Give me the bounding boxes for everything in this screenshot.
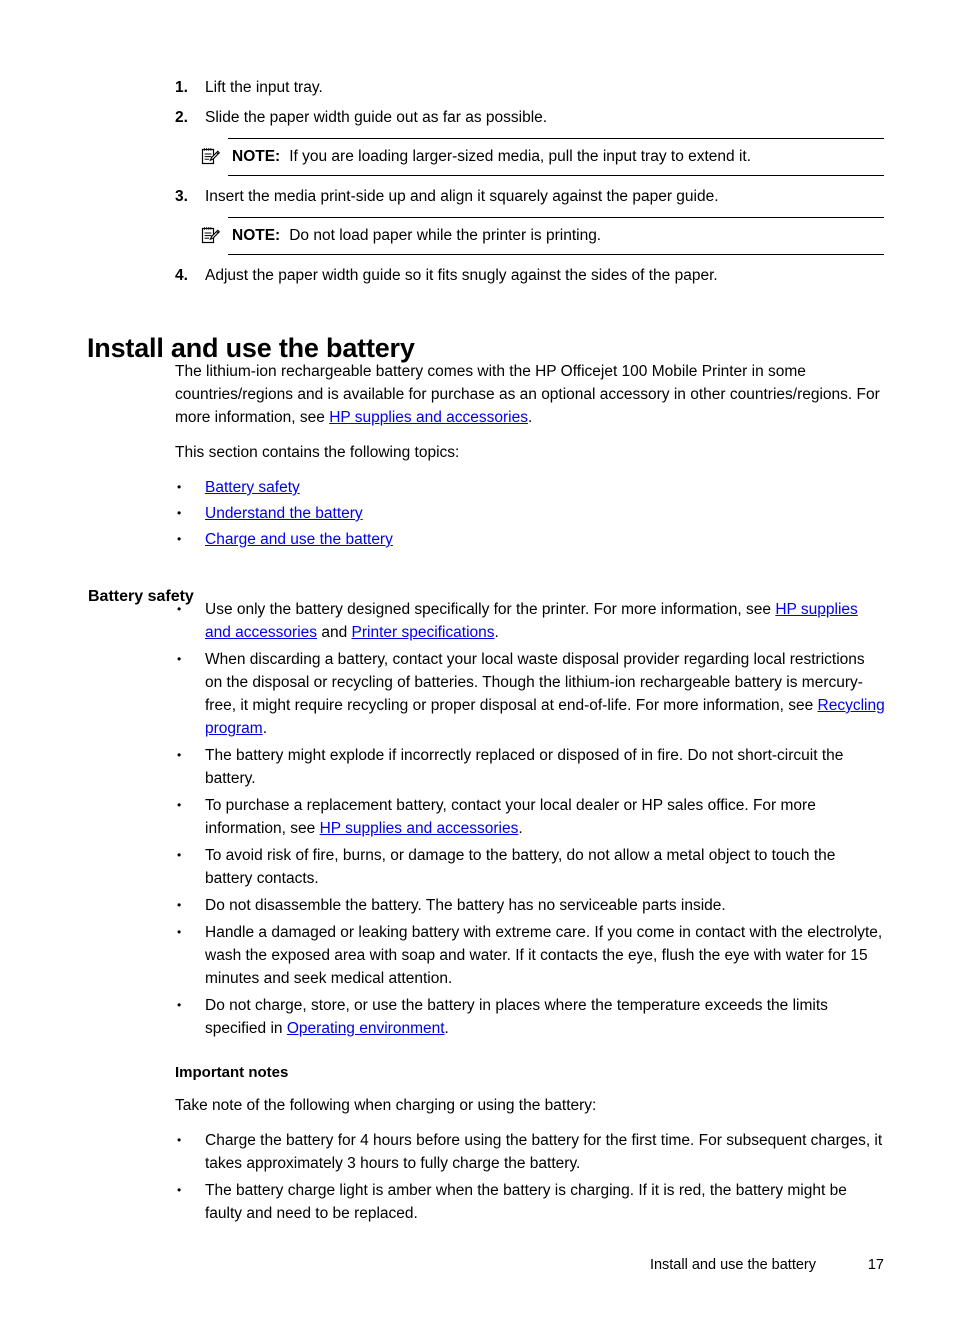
list-item-text: Do not disassemble the battery. The battery has no serviceable parts inside. [205,897,726,914]
step-text: Adjust the paper width guide so it fits snugly against the sides of the paper. [205,267,718,284]
link-understand-the-battery[interactable]: Understand the battery [205,505,363,522]
heading-battery-safety: Battery safety [88,588,194,606]
link-hp-supplies-and-accessories[interactable]: HP supplies and accessories [205,601,858,641]
note-callout [228,217,884,255]
step-number: 3. [175,188,188,205]
note-callout [228,138,884,176]
step-item [175,185,885,208]
list-item-text: Do not charge, store, or use the battery in places where the temperature exceeds the limits specified in [205,997,828,1037]
intro-text-after: . [527,409,533,426]
link-recycling-program[interactable]: Recycling program [205,697,885,737]
link-hp-supplies-and-accessories[interactable]: HP supplies and accessories [319,820,519,837]
step-text: Slide the paper width guide out as far as possible. [205,109,548,126]
list-item [175,921,885,990]
list-item [175,744,885,790]
list-item [175,894,885,917]
heading-important-notes: Important notes [175,1064,289,1081]
list-item-text: To purchase a replacement battery, contact your local dealer or HP sales office. For more information, see [205,797,816,837]
note-text: If you are loading larger-sized media, pull the input tray to extend it. [289,148,752,165]
list-item [175,794,885,840]
step-number: 4. [175,267,188,284]
link-printer-specifications[interactable]: Printer specifications [351,624,495,641]
list-item [175,994,885,1040]
list-item-text: . [262,720,268,737]
intro-paragraph [175,360,885,429]
important-notes-list [175,1129,885,1225]
step-item [175,106,885,129]
note-pad-pencil-icon [200,146,220,166]
list-item-text: The battery charge light is amber when the battery is charging. If it is red, the battery might be faulty and need to be replaced. [205,1182,847,1222]
note-label: NOTE: [232,148,281,165]
note-pad-pencil-icon [200,225,220,245]
page-footer [0,1257,884,1273]
link-charge-and-use-the-battery[interactable]: Charge and use the battery [205,531,393,548]
list-item [175,844,885,890]
list-item [175,648,885,740]
note-label: NOTE: [232,227,281,244]
link-hp-supplies-and-accessories[interactable]: HP supplies and accessories [329,409,528,426]
list-item-text: . [518,820,523,837]
list-item [175,1179,885,1225]
list-item-text: . [494,624,499,641]
list-item-text: . [444,1020,449,1037]
topics-lead: This section contains the following topics: [175,444,460,461]
step-number: 1. [175,79,188,96]
important-notes-section [175,1062,885,1229]
page-title: Install and use the battery [87,333,415,364]
important-notes-lead: Take note of the following when charging or using the battery: [175,1097,597,1114]
list-item-text: The battery might explode if incorrectly replaced or disposed of in fire. Do not short-circuit the battery. [205,747,844,787]
step-item [175,76,885,99]
step-item [175,264,885,287]
link-operating-environment[interactable]: Operating environment [286,1020,445,1037]
list-item-text: When discarding a battery, contact your local waste disposal provider regarding local restrictions on the disposal or recycling of batteries. Though the lithium-ion rechargeable battery is mercury-free, it might require recycling or proper disposal at end-of-life. For more information, see [205,651,865,714]
topics-list [175,476,885,551]
battery-safety-list [175,598,885,1040]
list-item [175,528,885,551]
footer-section-title: Install and use the battery [649,1257,816,1273]
battery-safety-content [175,598,885,1044]
step-number: 2. [175,109,188,126]
list-item [175,502,885,525]
footer-page-number: 17 [867,1257,884,1273]
link-battery-safety[interactable]: Battery safety [205,479,300,496]
list-item-text: Use only the battery designed specifically for the printer. For more information, see [205,601,776,618]
step-text: Insert the media print-side up and align it squarely against the paper guide. [205,188,719,205]
list-item-text: and [317,624,352,641]
loading-media-steps [175,76,885,294]
step-text: Lift the input tray. [205,79,323,96]
list-item-text: Handle a damaged or leaking battery with extreme care. If you come in contact with the electrolyte, wash the exposed area with soap and water. If it contacts the eye, flush the eye with water for 15 minutes and seek medical attention. [205,924,883,987]
list-item-text: To avoid risk of fire, burns, or damage to the battery, do not allow a metal object to touch the battery contacts. [205,847,836,887]
list-item [175,1129,885,1175]
note-text: Do not load paper while the printer is printing. [289,227,602,244]
section-intro [175,360,885,554]
list-item [175,598,885,644]
list-item [175,476,885,499]
list-item-text: Charge the battery for 4 hours before using the battery for the first time. For subsequent charges, it takes approximately 3 hours to fully charge the battery. [205,1132,883,1172]
intro-text-before: The lithium-ion rechargeable battery comes with the HP Officejet 100 Mobile Printer in some countries/regions and is available for purchase as an optional accessory in other countries/regions. For more information, see [175,363,880,426]
